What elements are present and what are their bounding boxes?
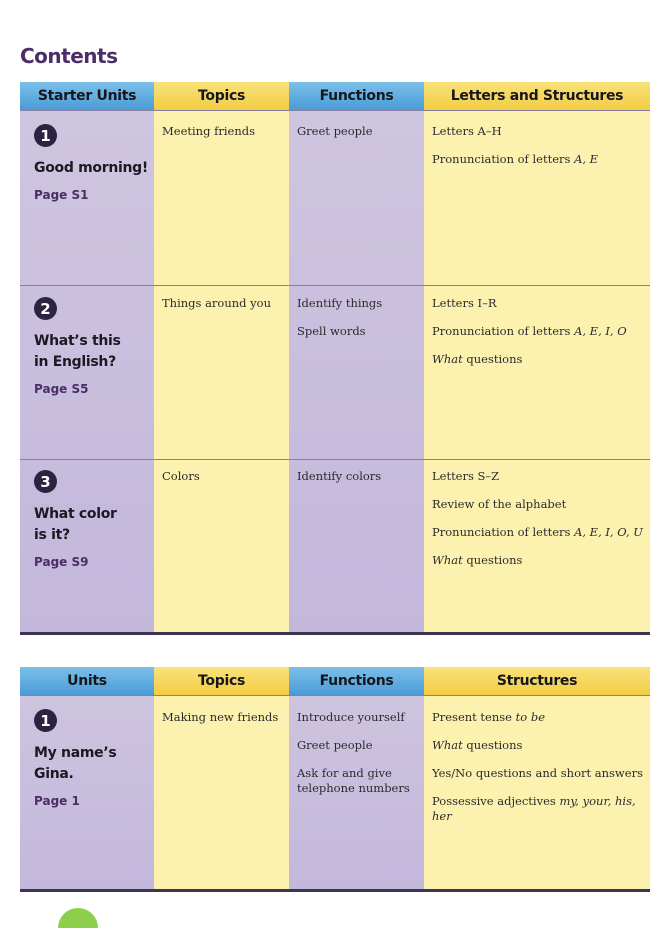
header-letters-structures: Letters and Structures — [424, 82, 650, 110]
unit-title — [34, 158, 152, 179]
topic-text: Things around you — [162, 296, 272, 310]
header-topics: Topics — [154, 667, 289, 695]
column-background — [154, 667, 289, 892]
letters-cell — [432, 469, 648, 581]
function-item: Identify things — [297, 296, 383, 310]
letters-item: Letters I–R — [432, 296, 497, 310]
unit-cell — [34, 709, 152, 808]
unit-title-line: What’s this — [34, 333, 121, 349]
topic-cell — [162, 296, 287, 324]
unit-number-badge: 1 — [34, 124, 57, 147]
function-item: Introduce yourself — [297, 710, 405, 724]
unit-cell — [34, 124, 152, 202]
topic-text: Making new friends — [162, 710, 279, 724]
unit-page-link[interactable]: Page S9 — [34, 555, 89, 569]
function-item: Greet people — [297, 738, 373, 752]
letters-item: Pronunciation of letters A, E — [432, 152, 599, 166]
unit-title-line: What color — [34, 506, 117, 522]
unit-cell — [34, 470, 152, 569]
unit-number-badge: 1 — [34, 709, 57, 732]
unit-title — [34, 743, 152, 785]
topic-cell — [162, 469, 287, 497]
unit-title-line: Gina. — [34, 766, 74, 782]
topic-cell — [162, 710, 287, 738]
function-item: Ask for and give telephone numbers — [297, 766, 410, 795]
column-background — [154, 82, 289, 635]
letters-cell — [432, 296, 648, 380]
topic-text: Meeting friends — [162, 124, 256, 138]
starter-units-table — [20, 82, 650, 635]
table-bottom-rule — [20, 889, 650, 892]
table-bottom-rule — [20, 632, 650, 635]
function-item: Spell words — [297, 324, 366, 338]
unit-title — [34, 331, 152, 373]
function-item: Identify colors — [297, 469, 382, 483]
header-starter-units: Starter Units — [20, 82, 154, 110]
unit-page-link[interactable]: Page 1 — [34, 794, 80, 808]
unit-page-link[interactable]: Page S5 — [34, 382, 89, 396]
header-functions: Functions — [289, 667, 424, 695]
letters-item: Letters S–Z — [432, 469, 500, 483]
page-title: Contents — [20, 44, 118, 68]
unit-title-line: Good morning! — [34, 160, 148, 176]
letters-item: What questions — [432, 352, 523, 366]
letters-item: Pronunciation of letters A, E, I, O, U — [432, 525, 643, 539]
row-divider — [20, 695, 650, 696]
structure-item: Yes/No questions and short answers — [432, 766, 643, 780]
decorative-circle — [58, 908, 98, 928]
column-background — [289, 82, 424, 635]
unit-title-line: My name’s — [34, 745, 117, 761]
structure-item: Possessive adjectives my, your, his, her — [432, 794, 636, 823]
letters-item: What questions — [432, 553, 523, 567]
unit-title-line: is it? — [34, 527, 70, 543]
header-units: Units — [20, 667, 154, 695]
row-divider — [20, 285, 650, 286]
header-topics: Topics — [154, 82, 289, 110]
units-table — [20, 667, 650, 892]
letters-item: Letters A–H — [432, 124, 502, 138]
functions-cell — [297, 710, 422, 809]
header-functions: Functions — [289, 82, 424, 110]
functions-cell — [297, 469, 422, 497]
unit-title-line: in English? — [34, 354, 116, 370]
unit-number-badge: 3 — [34, 470, 57, 493]
row-divider — [20, 459, 650, 460]
structure-item: What questions — [432, 738, 523, 752]
unit-cell — [34, 297, 152, 396]
functions-cell — [297, 296, 422, 352]
letters-item: Pronunciation of letters A, E, I, O — [432, 324, 627, 338]
unit-number-badge: 2 — [34, 297, 57, 320]
topic-text: Colors — [162, 469, 200, 483]
function-item: Greet people — [297, 124, 373, 138]
structure-item: Present tense to be — [432, 710, 546, 724]
topic-cell — [162, 124, 287, 152]
unit-title — [34, 504, 152, 546]
structures-cell — [432, 710, 648, 837]
letters-cell — [432, 124, 648, 180]
row-divider — [20, 110, 650, 111]
unit-page-link[interactable]: Page S1 — [34, 188, 89, 202]
functions-cell — [297, 124, 422, 152]
letters-item: Review of the alphabet — [432, 497, 567, 511]
header-structures: Structures — [424, 667, 650, 695]
